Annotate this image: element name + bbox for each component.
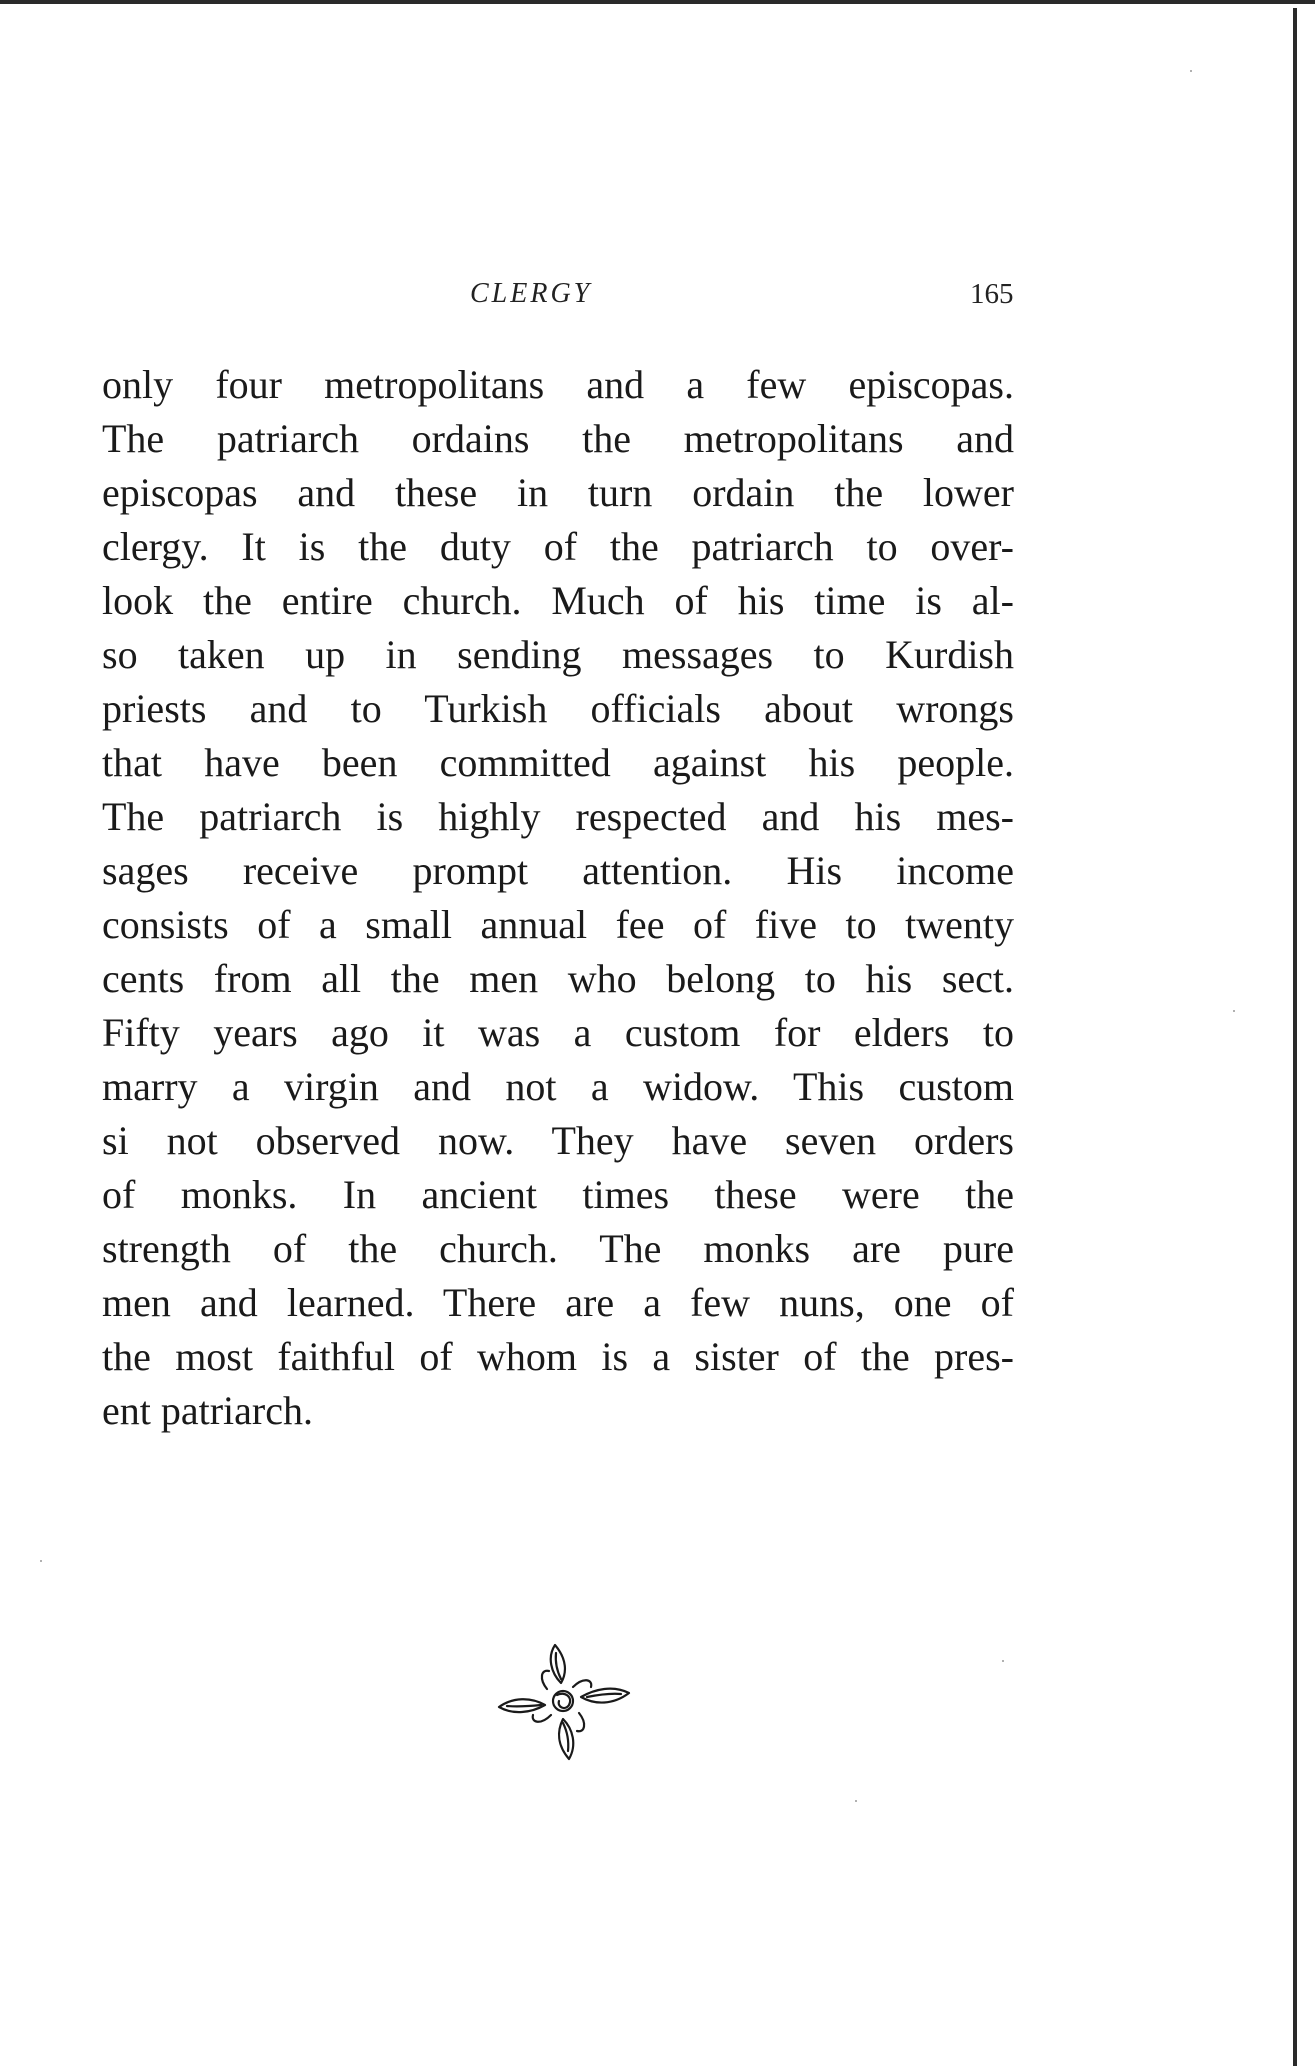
text-line-last: ent patriarch. (102, 1388, 313, 1433)
page-top-rule (0, 0, 1315, 14)
floral-ornament-icon (495, 1635, 635, 1765)
text-line: The patriarch ordains the metropolitans and (102, 416, 1014, 461)
text-line: Fifty years ago it was a custom for elders to (102, 1010, 1014, 1055)
page-number: 165 (970, 278, 1014, 310)
paper-speck (1233, 1010, 1235, 1012)
running-title: CLERGY (470, 278, 593, 309)
text-line: the most faithful of whom is a sister of the pres- (102, 1334, 1014, 1379)
body-text (102, 358, 1014, 1438)
paper-speck (1002, 1660, 1004, 1662)
paper-speck (855, 1800, 857, 1802)
text-line: consists of a small annual fee of five to twenty (102, 902, 1014, 947)
text-line: only four metropolitans and a few episcopas. (102, 362, 1014, 407)
text-line: men and learned. There are a few nuns, one of (102, 1280, 1014, 1325)
text-line: of monks. In ancient times these were the (102, 1172, 1014, 1217)
text-line: so taken up in sending messages to Kurdish (102, 632, 1014, 677)
paper-speck (1190, 70, 1192, 72)
floral-ornament-svg (495, 1635, 635, 1765)
text-line: clergy. It is the duty of the patriarch to over- (102, 524, 1014, 569)
text-line: look the entire church. Much of his time is al- (102, 578, 1014, 623)
text-line: that have been committed against his people. (102, 740, 1014, 785)
running-header (0, 278, 1315, 318)
paper-speck (40, 1560, 42, 1562)
text-line: priests and to Turkish officials about wrongs (102, 686, 1014, 731)
text-line: episcopas and these in turn ordain the lower (102, 470, 1014, 515)
text-line: The patriarch is highly respected and his mes- (102, 794, 1014, 839)
text-line: cents from all the men who belong to his sect. (102, 956, 1014, 1001)
text-line: sages receive prompt attention. His income (102, 848, 1014, 893)
text-line: marry a virgin and not a widow. This custom (102, 1064, 1014, 1109)
text-line: strength of the church. The monks are pure (102, 1226, 1014, 1271)
text-line: si not observed now. They have seven orders (102, 1118, 1014, 1163)
